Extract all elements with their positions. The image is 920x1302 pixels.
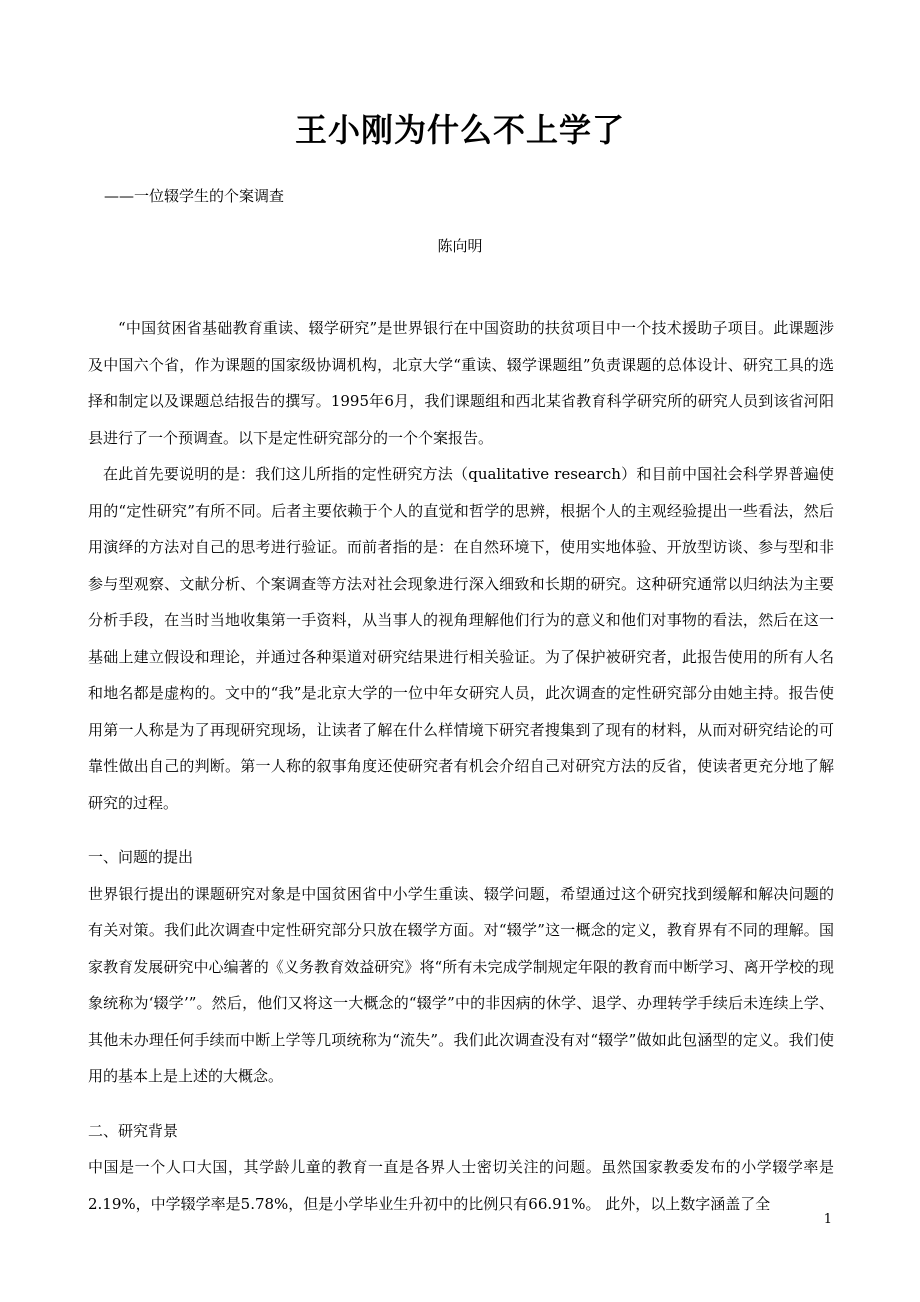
- section-2-paragraph: 中国是一个人口大国，其学龄儿童的教育一直是各界人士密切关注的问题。虽然国家教委发布的小学辍学率是2.19%，中学辍学率是5.78%，但是小学毕业生升初中的比例只有66.91%。 此外，以上数字涵盖了全: [88, 1158, 834, 1213]
- intro-paragraph-1: “中国贫困省基础教育重读、辍学研究”是世界银行在中国资助的扶贫项目中一个技术援助子项目。此课题涉及中国六个省，作为课题的国家级协调机构，北京大学“重读、辍学课题组”负责课题的总体设计、研究工具的选择和制定以及课题总结报告的撰写。1995年6月，我们课题组和西北某省教育科学研究所的研究人员到该省河阳县进行了一个预调查。以下是定性研究部分的一个个案报告。: [88, 319, 834, 447]
- section-1-paragraph: 世界银行提出的课题研究对象是中国贫困省中小学生重读、辍学问题，希望通过这个研究找到缓解和解决问题的有关对策。我们此次调查中定性研究部分只放在辍学方面。对“辍学”这一概念的定义，教育界有不同的理解。国家教育发展研究中心编著的《义务教育效益研究》将“所有未完成学制规定年限的教育而中断学习、离开学校的现象统称为‘辍学’”。然后，他们又将这一大概念的“辍学”中的非因病的休学、退学、办理转学手续后未连续上学、其他未办理任何手续而中断上学等几项统称为“流失”。我们此次调查没有对“辍学”做如此包涵型的定义。我们使用的基本上是上述的大概念。: [88, 884, 834, 1085]
- page-number: 1: [823, 1212, 832, 1227]
- document-subtitle: ——一位辍学生的个案调查: [104, 187, 285, 205]
- document-title: 王小刚为什么不上学了: [294, 111, 625, 149]
- document-body: [88, 310, 834, 1222]
- section-2-heading: 二、研究背景: [88, 1121, 179, 1140]
- intro-paragraph-2: 在此首先要说明的是：我们这儿所指的定性研究方法（qualitative research）和目前中国社会科学界普遍使用的“定性研究”有所不同。后者主要依赖于个人的直觉和哲学的思辨，根据个人的主观经验提出一些看法，然后用演绎的方法对自己的思考进行验证。而前者指的是：在自然环境下，使用实地体验、开放型访谈、参与型和非参与型观察、文献分析、个案调查等方法对社会现象进行深入细致和长期的研究。这种研究通常以归纳法为主要分析手段，在当时当地收集第一手资料，从当事人的视角理解他们行为的意义和他们对事物的看法，然后在这一基础上建立假设和理论，并通过各种渠道对研究结果进行相关验证。为了保护被研究者，此报告使用的所有人名和地名都是虚构的。文中的“我”是北京大学的一位中年女研究人员，此次调查的定性研究部分由她主持。报告使用第一人称是为了再现研究现场，让读者了解在什么样情境下研究者搜集到了现有的材料，从而对研究结论的可靠性做出自己的判断。第一人称的叙事角度还使研究者有机会介绍自己对研究方法的反省，使读者更充分地了解研究的过程。: [88, 465, 834, 812]
- author-name: 陈向明: [437, 237, 483, 255]
- section-1-heading: 一、问题的提出: [88, 848, 194, 866]
